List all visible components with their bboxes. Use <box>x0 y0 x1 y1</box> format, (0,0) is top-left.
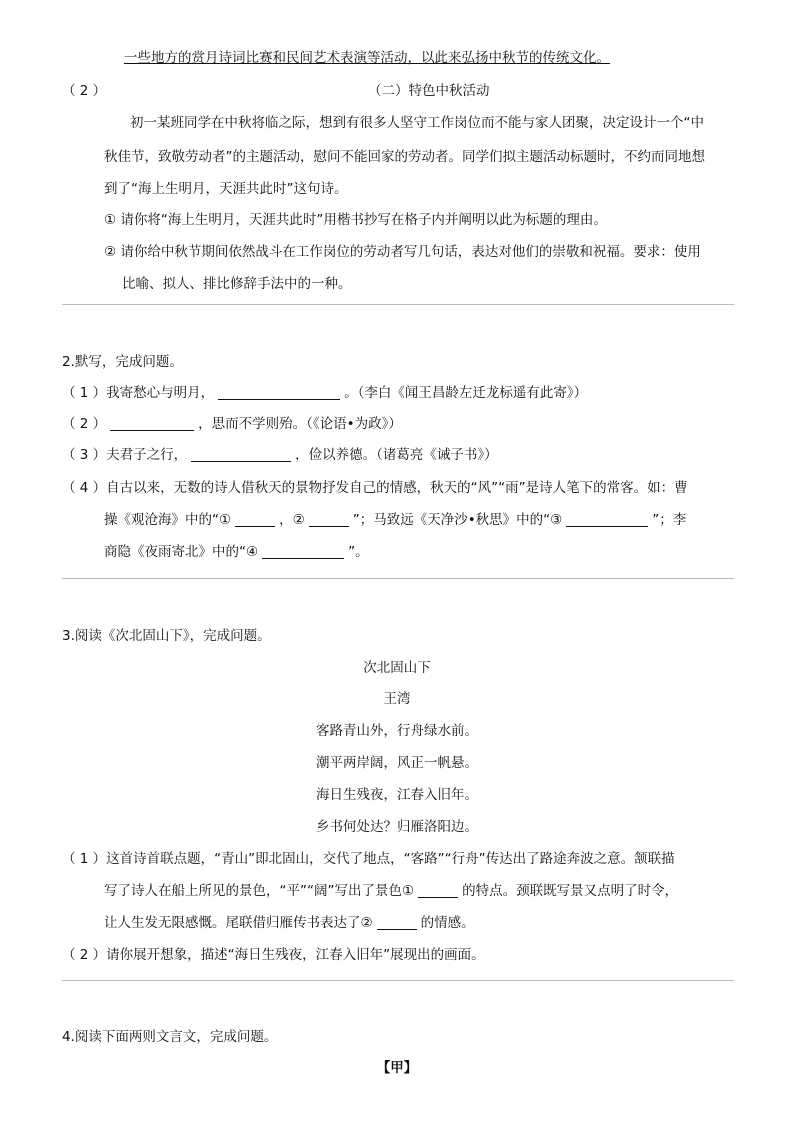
q2-s1-pre: （ 1 ）我寄愁心与明月， <box>62 385 215 401</box>
answer-blank[interactable] <box>110 416 194 431</box>
q2-sentence1 <box>62 381 587 401</box>
q1-para-line3: 到了“海上生明月，天涯共此时”这句诗。 <box>104 181 348 197</box>
q3-heading: 3.阅读《次北固山下》，完成问题。 <box>62 628 271 644</box>
divider <box>62 304 734 305</box>
q1-item2-line2: 比喻、拟人、排比修辞手法中的一种。 <box>122 276 352 292</box>
answer-blank[interactable] <box>377 915 417 930</box>
q1-part2-number: （ 2 ） <box>62 83 107 99</box>
divider <box>62 980 734 981</box>
q2-s2-post: ，思而不学则殆。（《论语•为政》） <box>198 416 402 432</box>
poem-line: 潮平两岸阔，风正一帆悬。 <box>316 755 478 771</box>
q3-s1-line2 <box>104 879 678 899</box>
q2-sentence3 <box>62 443 498 463</box>
q1-part2-title: （二）特色中秋活动 <box>368 83 490 99</box>
q2-s3-pre: （ 3 ）夫君子之行， <box>62 447 188 463</box>
q1-para-line2: 秋佳节，致敬劳动者”的主题活动，慰问不能回家的劳动者。同学们拟主题活动标题时，不约而同地想 <box>104 149 705 165</box>
q3-s1-line3 <box>104 911 475 931</box>
q2-s4-line3 <box>104 540 369 560</box>
q1-top-line: 一些地方的赏月诗词比赛和民间艺术表演等活动，以此来弘扬中秋节的传统文化。 <box>124 50 610 66</box>
answer-blank[interactable] <box>218 385 340 400</box>
q3-s2: （ 2 ）请你展开想象，描述“海日生残夜，江春入旧年”展现出的画面。 <box>62 947 485 963</box>
answer-blank[interactable] <box>309 512 349 527</box>
q2-s4-l3-a: 商隐《夜雨寄北》中的“④ <box>104 544 259 560</box>
answer-blank[interactable] <box>418 883 458 898</box>
q3-s1-l3-b: 的情感。 <box>420 915 475 931</box>
q4-sub-title: 【甲】 <box>376 1060 418 1076</box>
divider <box>62 578 734 579</box>
poem-author: 王湾 <box>383 691 411 707</box>
q2-sentence2 <box>62 412 402 432</box>
q2-s4-l2-d: ”；李 <box>652 512 687 528</box>
q2-s4-l2-c: ”；马致远《天净沙•秋思》中的“③ <box>352 512 563 528</box>
poem-title: 次北固山下 <box>363 660 431 676</box>
q1-para-line1: 初一某班同学在中秋将临之际，想到有很多人坚守工作岗位而不能与家人团聚，决定设计一个“中 <box>130 115 704 131</box>
q2-s3-post: ，俭以养德。（诸葛亮《诫子书》） <box>295 447 498 463</box>
q3-s1-l2-a: 写了诗人在船上所见的景色，“平”“阔”写出了景色① <box>104 883 415 899</box>
answer-blank[interactable] <box>235 512 275 527</box>
poem-line: 客路青山外，行舟绿水前。 <box>316 723 478 739</box>
q3-s1-line1: （ 1 ）这首诗首联点题，“青山”即北固山，交代了地点，“客路”“行舟”传达出了路途奔波之意。颔联描 <box>62 851 675 867</box>
poem-line: 乡书何处达？归雁洛阳边。 <box>316 819 478 835</box>
q2-heading: 2.默写，完成问题。 <box>62 354 183 370</box>
q2-s4-line2 <box>104 508 686 528</box>
answer-blank[interactable] <box>191 447 291 462</box>
answer-blank[interactable] <box>262 544 344 559</box>
q2-s4-l3-b: ”。 <box>348 544 369 560</box>
q2-s4-l2-b: ，② <box>279 512 305 528</box>
q3-s1-l3-a: 让人生发无限感慨。尾联借归雁传书表达了② <box>104 915 373 931</box>
q1-item2-line1: ② 请你给中秋节期间依然战斗在工作岗位的劳动者写几句话，表达对他们的崇敬和祝福。要求：使用 <box>104 244 701 260</box>
q2-s2-pre: （ 2 ） <box>62 416 107 432</box>
q2-s4-line1: （ 4 ）自古以来，无数的诗人借秋天的景物抒发自己的情感，秋天的“风”“雨”是诗人笔下的常客。如：曹 <box>62 480 688 496</box>
q3-s1-l2-b: 的特点。颈联既写景又点明了时令， <box>462 883 679 899</box>
answer-blank[interactable] <box>566 512 648 527</box>
poem-line: 海日生残夜，江春入旧年。 <box>316 787 478 803</box>
q2-s1-post: 。（李白《闻王昌龄左迁龙标遥有此寄》） <box>344 385 588 401</box>
q4-heading: 4.阅读下面两则文言文，完成问题。 <box>62 1029 278 1045</box>
q1-item1: ① 请你将“海上生明月，天涯共此时”用楷书抄写在格子内并阐明以此为标题的理由。 <box>104 212 607 228</box>
q2-s4-l2-a: 操《观沧海》中的“① <box>104 512 232 528</box>
